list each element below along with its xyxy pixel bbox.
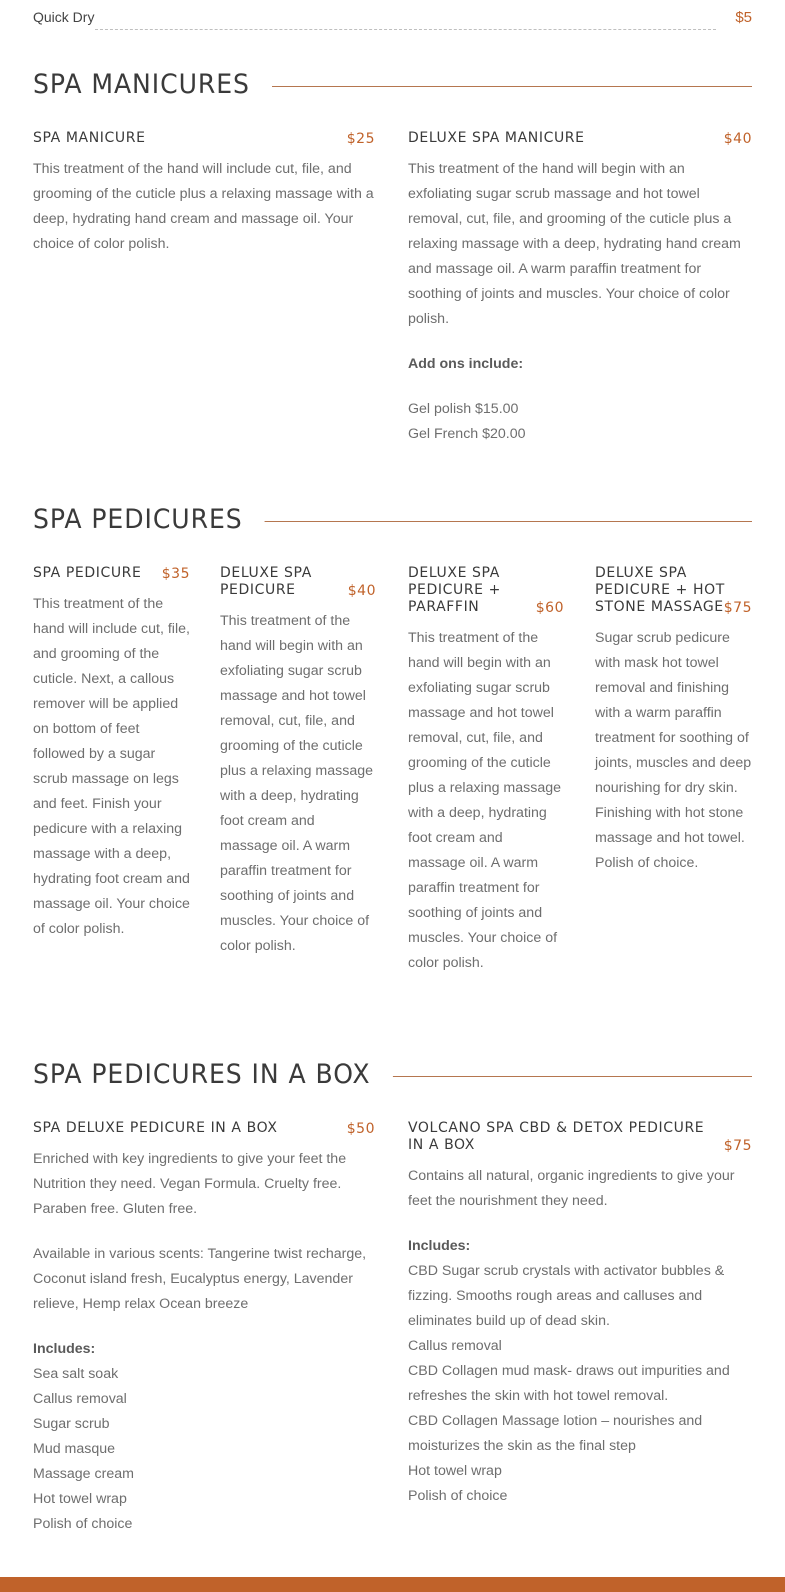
list-item: Sugar scrub	[33, 1416, 110, 1432]
list-item: CBD Collagen Massage lotion – nourishes and moisturizes the skin as the final step	[408, 1413, 703, 1454]
item-title: DELUXE SPA MANICURE	[408, 130, 585, 146]
item-price: $40	[723, 131, 752, 147]
item-title: DELUXE SPA PEDICURE + PARAFFIN	[408, 565, 501, 615]
includes-label: Includes:	[33, 1341, 96, 1357]
quick-dry-name: Quick Dry	[33, 9, 95, 25]
list-item: Sea salt soak	[33, 1366, 119, 1382]
item-description: This treatment of the hand will begin with an exfoliating sugar scrub massage and hot towel removal, cut, file, and grooming of the cuticle plus a relaxing massage with a deep, hydrating foot cream and massage oil. A warm paraffin treatment for soothing of joints and muscles. Your choice of color polish.	[220, 613, 373, 954]
addons-label: Add ons include:	[408, 356, 524, 372]
item-deluxe-pedicure-paraffin	[408, 565, 564, 976]
list-item: CBD Sugar scrub crystals with activator bubbles & fizzing. Smooths rough areas and calluses and eliminates build up of dead skin.	[408, 1263, 725, 1329]
item-price: $75	[723, 600, 752, 616]
item-volcano-cbd-pedicure-box	[408, 1120, 752, 1509]
addons-list	[408, 397, 752, 447]
includes-list	[33, 1362, 375, 1537]
section-title: SPA PEDICURES	[33, 503, 265, 537]
item-deluxe-spa-manicure	[408, 130, 752, 447]
item-description: This treatment of the hand will begin with an exfoliating sugar scrub massage and hot towel removal, cut, file, and grooming of the cuticle plus a relaxing massage with a deep, hydrating hand cream and massage oil. A warm paraffin treatment for soothing of joints and muscles. Your choice of color polish.	[408, 161, 741, 327]
list-item: Polish of choice	[33, 1516, 133, 1532]
list-item: Mud masque	[33, 1441, 116, 1457]
item-price: $40	[347, 583, 376, 599]
section-pedicures	[33, 503, 752, 971]
item-deluxe-spa-pedicure	[220, 565, 376, 959]
quick-dry-price: $5	[735, 9, 752, 26]
section-title: SPA MANICURES	[33, 68, 272, 102]
item-description: Enriched with key ingredients to give your feet the Nutrition they need. Vegan Formula. Cruelty free. Paraben free. Gluten free.	[33, 1151, 347, 1217]
list-item: Callus removal	[33, 1391, 127, 1407]
section-manicures	[33, 68, 752, 442]
list-item: Hot towel wrap	[33, 1491, 127, 1507]
item-description: Sugar scrub pedicure with mask hot towel removal and finishing with a warm paraffin treatment for soothing of joints, muscles and deep nourishing for dry skin. Finishing with hot stone massage and hot towel. Polish of choice.	[595, 630, 752, 871]
list-item: Callus removal	[408, 1338, 502, 1354]
quick-dry-row	[33, 9, 752, 31]
footer-bar	[0, 1577, 785, 1592]
item-description: This treatment of the hand will include cut, file, and grooming of the cuticle plus a relaxing massage with a deep, hydrating hand cream and massage oil. Your choice of color polish.	[33, 161, 374, 252]
item-price: $25	[346, 131, 375, 147]
list-item: Polish of choice	[408, 1488, 508, 1504]
section-pedicures-in-a-box	[33, 1058, 752, 1532]
section-title: SPA PEDICURES IN A BOX	[33, 1058, 393, 1092]
item-description: This treatment of the hand will include cut, file, and grooming of the cuticle. Next, a callous remover will be applied on bottom of feet followed by a sugar scrub massage on legs and feet. Finish your pedicure with a relaxing massage with a deep, hydrating foot cream and massage oil. Your choice of color polish.	[33, 596, 190, 937]
includes-label: Includes:	[408, 1238, 471, 1254]
item-spa-manicure	[33, 130, 375, 257]
item-description: This treatment of the hand will begin with an exfoliating sugar scrub massage and hot towel removal, cut, file, and grooming of the cuticle plus a relaxing massage with a deep, hydrating foot cream and massage oil. A warm paraffin treatment for soothing of joints and muscles. Your choice of color polish.	[408, 630, 561, 971]
item-title: DELUXE SPA PEDICURE	[220, 565, 312, 598]
list-item: Gel French $20.00	[408, 426, 526, 442]
list-item: CBD Collagen mud mask- draws out impurities and refreshes the skin with hot towel removal.	[408, 1363, 730, 1404]
dotted-leader	[95, 29, 716, 30]
list-item: Gel polish $15.00	[408, 401, 519, 417]
scents-text: Available in various scents: Tangerine twist recharge, Coconut island fresh, Eucalyptus energy, Lavender relieve, Hemp relax Ocean breeze	[33, 1246, 367, 1312]
item-title: DELUXE SPA PEDICURE + HOT STONE MASSAGE	[595, 565, 725, 615]
list-item: Massage cream	[33, 1466, 134, 1482]
item-title: SPA PEDICURE	[33, 565, 142, 581]
item-price: $35	[161, 566, 190, 582]
item-price: $75	[723, 1138, 752, 1154]
item-price: $60	[535, 600, 564, 616]
item-spa-pedicure	[33, 565, 190, 942]
item-deluxe-pedicure-hot-stone	[595, 565, 752, 876]
item-title: VOLCANO SPA CBD & DETOX PEDICURE IN A BOX	[408, 1120, 705, 1153]
item-description: Contains all natural, organic ingredients to give your feet the nourishment they need.	[408, 1168, 735, 1209]
list-item: Hot towel wrap	[408, 1463, 502, 1479]
item-price: $50	[346, 1121, 375, 1137]
item-title: SPA MANICURE	[33, 130, 146, 146]
item-title: SPA DELUXE PEDICURE IN A BOX	[33, 1120, 278, 1136]
item-spa-deluxe-pedicure-box	[33, 1120, 375, 1537]
includes-list	[408, 1259, 752, 1509]
